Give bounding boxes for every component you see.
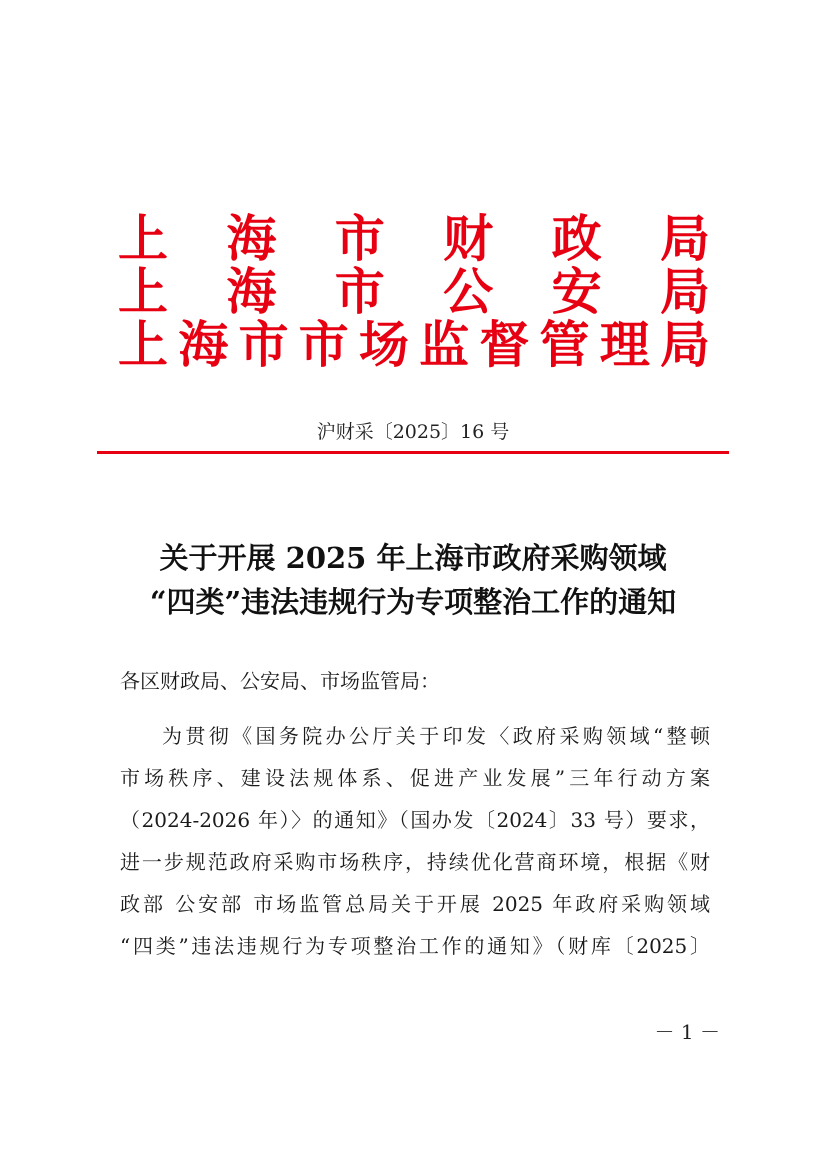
header-char: 理	[599, 315, 650, 374]
header-char: 市	[238, 315, 289, 374]
header-char: 公	[443, 262, 494, 321]
issuer-header-public-security-bureau	[118, 263, 710, 321]
header-char: 海	[226, 209, 277, 268]
header-char: 局	[659, 209, 710, 268]
header-char: 督	[479, 315, 530, 374]
header-char: 市	[298, 315, 349, 374]
body-line-text: 市场秩序、建设法规体系、促进产业发展”三年行动方案	[120, 766, 710, 790]
body-line-text: 政部 公安部 市场监管总局关于开展 2025 年政府采购领域	[120, 892, 710, 916]
header-char: 局	[659, 262, 710, 321]
body-line	[120, 760, 710, 796]
body-line	[120, 886, 710, 922]
body-line	[120, 802, 710, 838]
document-number: 沪财采〔2025〕16 号	[316, 421, 510, 443]
header-char: 上	[118, 209, 168, 268]
header-char: 海	[226, 262, 277, 321]
body-line	[162, 718, 710, 754]
header-char: 上	[118, 315, 168, 374]
red-divider-line	[97, 451, 729, 454]
header-char: 市	[334, 262, 385, 321]
header-char: 上	[118, 262, 168, 321]
header-char: 财	[443, 209, 494, 268]
body-line-text: （2024-2026 年）〉的通知》（国办发〔2024〕33 号）要求，	[120, 808, 710, 832]
salutation: 各区财政局、公安局、市场监管局：	[120, 669, 440, 693]
body-line-text: 为贯彻《国务院办公厅关于印发〈政府采购领域“整顿	[162, 724, 710, 748]
body-line-text: “四类”违法违规行为专项整治工作的通知》（财库〔2025〕	[120, 934, 710, 958]
header-char: 安	[551, 262, 602, 321]
header-char: 管	[539, 315, 590, 374]
header-char: 市	[334, 209, 385, 268]
header-char: 政	[551, 209, 602, 268]
document-title-line-1: 关于开展 2025 年上海市政府采购领域	[159, 541, 667, 575]
page-number: － 1 －	[654, 1020, 720, 1044]
body-line-text: 进一步规范政府采购市场秩序，持续优化营商环境，根据《财	[120, 850, 710, 874]
header-char: 场	[358, 315, 409, 374]
header-char: 局	[659, 315, 710, 374]
body-line	[120, 844, 710, 880]
header-char: 海	[178, 315, 229, 374]
issuer-header-finance-bureau	[118, 210, 710, 268]
issuer-header-market-supervision-bureau	[118, 316, 710, 374]
body-line	[120, 928, 710, 964]
header-char: 监	[419, 315, 470, 374]
document-title-line-2: “四类”违法违规行为专项整治工作的通知	[149, 585, 677, 619]
